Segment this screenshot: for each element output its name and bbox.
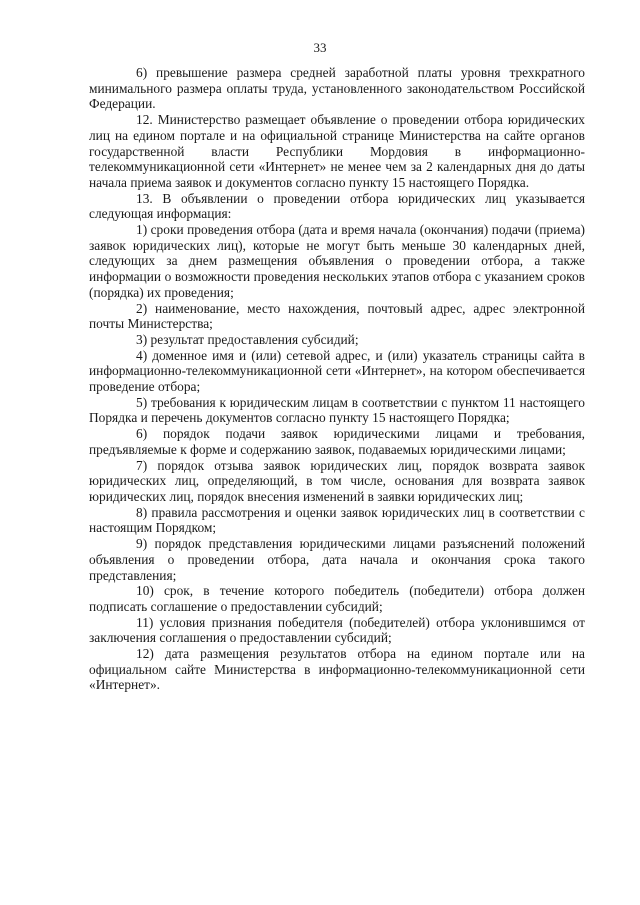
list-item-2: 2) наименование, место нахождения, почтовый адрес, адрес электронной почты Министерства;: [89, 300, 585, 332]
list-item-5: 5) требования к юридическим лицам в соответствии с пунктом 11 настоящего Порядка и перечень документов согласно пункту 15 настоящего Порядка;: [89, 394, 585, 426]
list-item-9: 9) порядок представления юридическими лицами разъяснений положений объявления о проведении отбора, дата начала и окончания срока такого представления;: [89, 536, 585, 583]
document-body: [89, 65, 585, 693]
paragraph-clause-13: 13. В объявлении о проведении отбора юридических лиц указывается следующая информация:: [89, 190, 585, 222]
paragraph-clause-12: 12. Министерство размещает объявление о проведении отбора юридических лиц на едином портале и на официальной странице Министерства на сайте органов государственной власти Республики Мордовия в информационно-телекоммуникационной сети «Интернет» не менее чем за 2 календарных дня до даты начала приема заявок и документов согласно пункту 15 настоящего Порядка.: [89, 112, 585, 190]
paragraph-item-6-salary: 6) превышение размера средней заработной платы уровня трехкратного минимального размера оплаты труда, установленного законодательством Российской Федерации.: [89, 65, 585, 112]
list-item-6: 6) порядок подачи заявок юридическими лицами и требования, предъявляемые к форме и содержанию заявок, подаваемых юридическими лицами;: [89, 426, 585, 457]
list-item-4: 4) доменное имя и (или) сетевой адрес, и (или) указатель страницы сайта в информационно-телекоммуникационной сети «Интернет», на котором обеспечивается проведение отбора;: [89, 347, 585, 395]
list-item-11: 11) условия признания победителя (победителей) отбора уклонившимся от заключения соглашения о предоставлении субсидий;: [89, 614, 585, 646]
list-item-12: 12) дата размещения результатов отбора на едином портале или на официальном сайте Министерства в информационно-телекоммуникационной сети «Интернет».: [89, 646, 585, 693]
list-item-3: 3) результат предоставления субсидий;: [136, 331, 359, 347]
list-item-1: 1) сроки проведения отбора (дата и время начала (окончания) подачи (приема) заявок юридических лиц), которые не могут быть меньше 30 календарных дней, следующих за днем размещения объявления о проведении отбора, а также информации о возможности проведения нескольких этапов отбора с указанием сроков (порядка) их проведения;: [89, 222, 585, 300]
list-item-10: 10) срок, в течение которого победитель (победители) отбора должен подписать соглашение о предоставлении субсидий;: [89, 583, 585, 614]
page-number: 33: [313, 40, 327, 55]
list-item-7: 7) порядок отзыва заявок юридических лиц, порядок возврата заявок юридических лиц, определяющий, в том числе, основания для возврата заявок юридических лиц, порядок внесения изменений в заявки юридических лиц;: [89, 457, 585, 504]
list-item-8: 8) правила рассмотрения и оценки заявок юридических лиц в соответствии с настоящим Порядком;: [89, 504, 585, 536]
